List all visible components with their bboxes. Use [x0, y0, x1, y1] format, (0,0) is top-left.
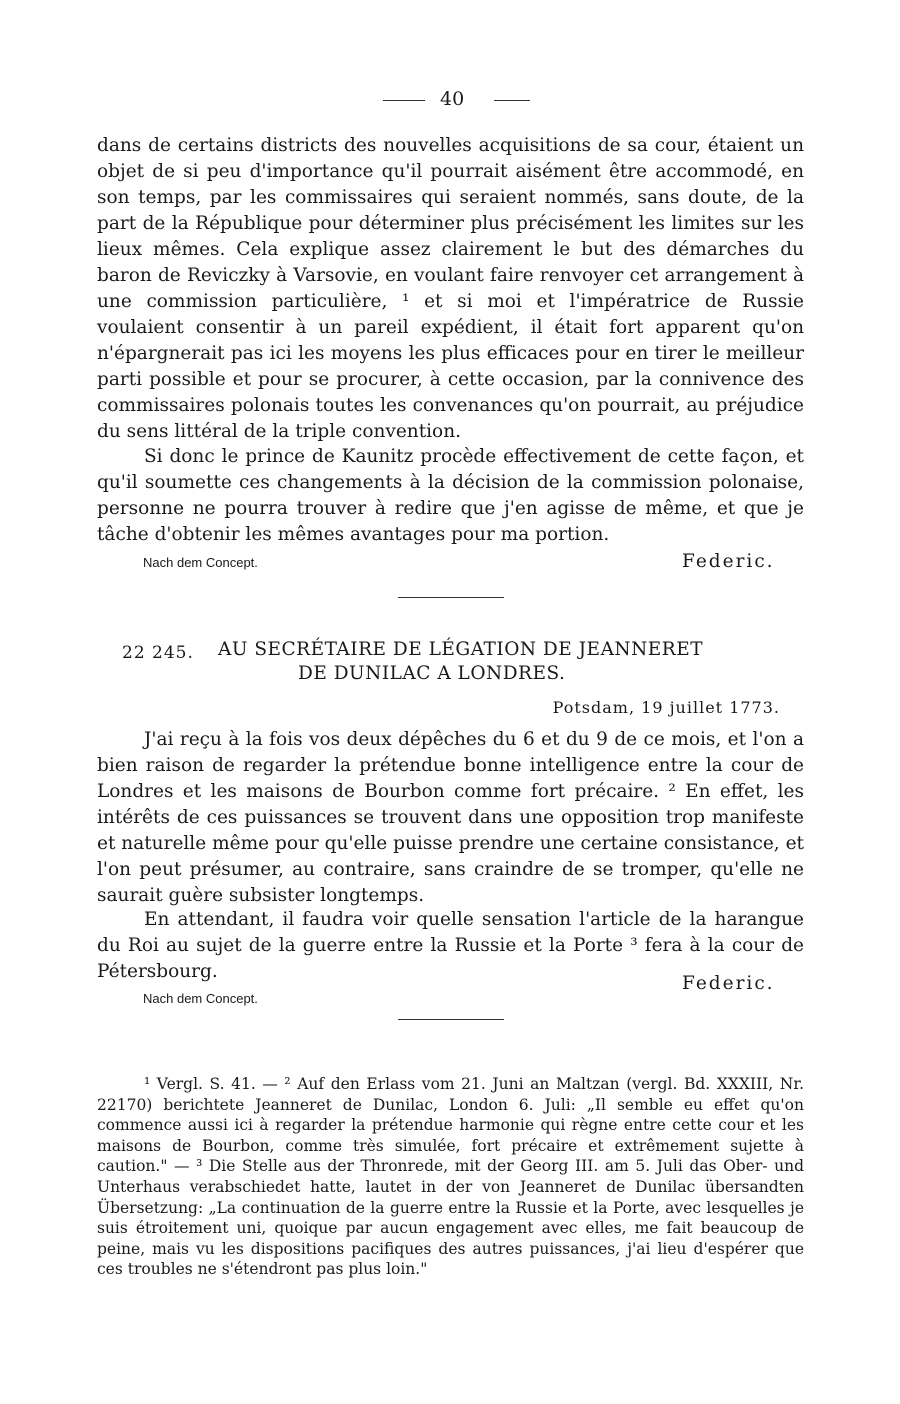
- letter-title-line-2: DE DUNILAC A LONDRES.: [298, 663, 566, 684]
- paragraph-4: En attendant, il faudra voir quelle sensation l'article de la harangue du Roi au sujet de la guerre entre la Russie et la Porte ³ fera à la cour de Pétersbourg.: [97, 909, 804, 982]
- footnote-text: ¹ Vergl. S. 41. — ² Auf den Erlass vom 21. Juni an Maltzan (vergl. Bd. XXXIII, Nr. 22170) berichtete Jeanneret de Dunilac, London 6. Juli: „Il semble eu effet qu'on commence aussi ici à regarder la prétendue harmonie qui règne entre cette cour et les maisons de Bourbon, comme très simulée, fort précaire et extrêmement sujette à caution." — ³ Die Stelle aus der Thronrede, mit der Georg III. am 5. Juli das Ober- und Unterhaus verabschiedet hatte, lautet in der von Jeanneret de Dunilac übersandten Übersetzung: „La continuation de la guerre entre la Russie et la Porte, avec lesquelles je suis étroitement uni, quoique par aucun engagement avec elles, me fait beaucoup de peine, mais vu les dispositions pacifiques des autres puissances, j'ai lieu d'espérer que ces troubles ne s'étendront pas plus loin.": [97, 1075, 804, 1279]
- page-header: [0, 88, 900, 114]
- separator-rule-2: [398, 1019, 504, 1020]
- header-dash-left: [383, 100, 425, 101]
- page-number: 40: [440, 88, 465, 110]
- signature-1: Federic.: [682, 551, 775, 572]
- letter-title-line-1: AU SECRÉTAIRE DE LÉGATION DE JEANNERET: [218, 639, 704, 660]
- signature-2: Federic.: [682, 973, 775, 994]
- separator-rule-1: [398, 597, 504, 598]
- header-dash-right: [494, 100, 530, 101]
- concept-note-2: Nach dem Concept.: [143, 991, 258, 1006]
- letter-number: 22 245.: [122, 643, 194, 663]
- concept-note-1: Nach dem Concept.: [143, 555, 258, 570]
- paragraph-1: dans de certains districts des nouvelles acquisitions de sa cour, étaient un objet de si peu d'importance qu'il pourrait aisément être accommodé, en son temps, par les commissaires qui seraient nommés, sans doute, de la part de la République pour déterminer plus précisément les limites sur les lieux mêmes. Cela explique assez clairement le but des démarches du baron de Reviczky à Varsovie, en voulant faire renvoyer cet arrangement à une commission particulière, ¹ et si moi et l'impératrice de Russie voulaient consentir à un pareil expédient, il était fort apparent qu'on n'épargnerait pas ici les moyens les plus efficaces pour en tirer le meilleur parti possible et pour se procurer, à cette occasion, par la connivence des commissaires polonais toutes les convenances qu'on pourrait, au préjudice du sens littéral de la triple convention.: [97, 135, 804, 442]
- paragraph-2: Si donc le prince de Kaunitz procède effectivement de cette façon, et qu'il soumette ces changements à la décision de la commission polonaise, personne ne pourra trouver à redire que j'en agisse de même, et que je tâche d'obtenir les mêmes avantages pour ma portion.: [97, 446, 804, 545]
- footnotes: [97, 1074, 804, 1280]
- place-date: Potsdam, 19 juillet 1773.: [552, 698, 780, 717]
- paragraph-3: J'ai reçu à la fois vos deux dépêches du 6 et du 9 de ce mois, et l'on a bien raison de regarder la prétendue bonne intelligence entre la cour de Londres et les maisons de Bourbon comme fort précaire. ² En effet, les intérêts de ces puissances se trouvent dans une opposition trop manifeste et naturelle même pour qu'elle puisse prendre une certaine consistance, et l'on peut présumer, au contraire, sans craindre de se tromper, qu'elle ne saurait guère subsister longtemps.: [97, 729, 804, 906]
